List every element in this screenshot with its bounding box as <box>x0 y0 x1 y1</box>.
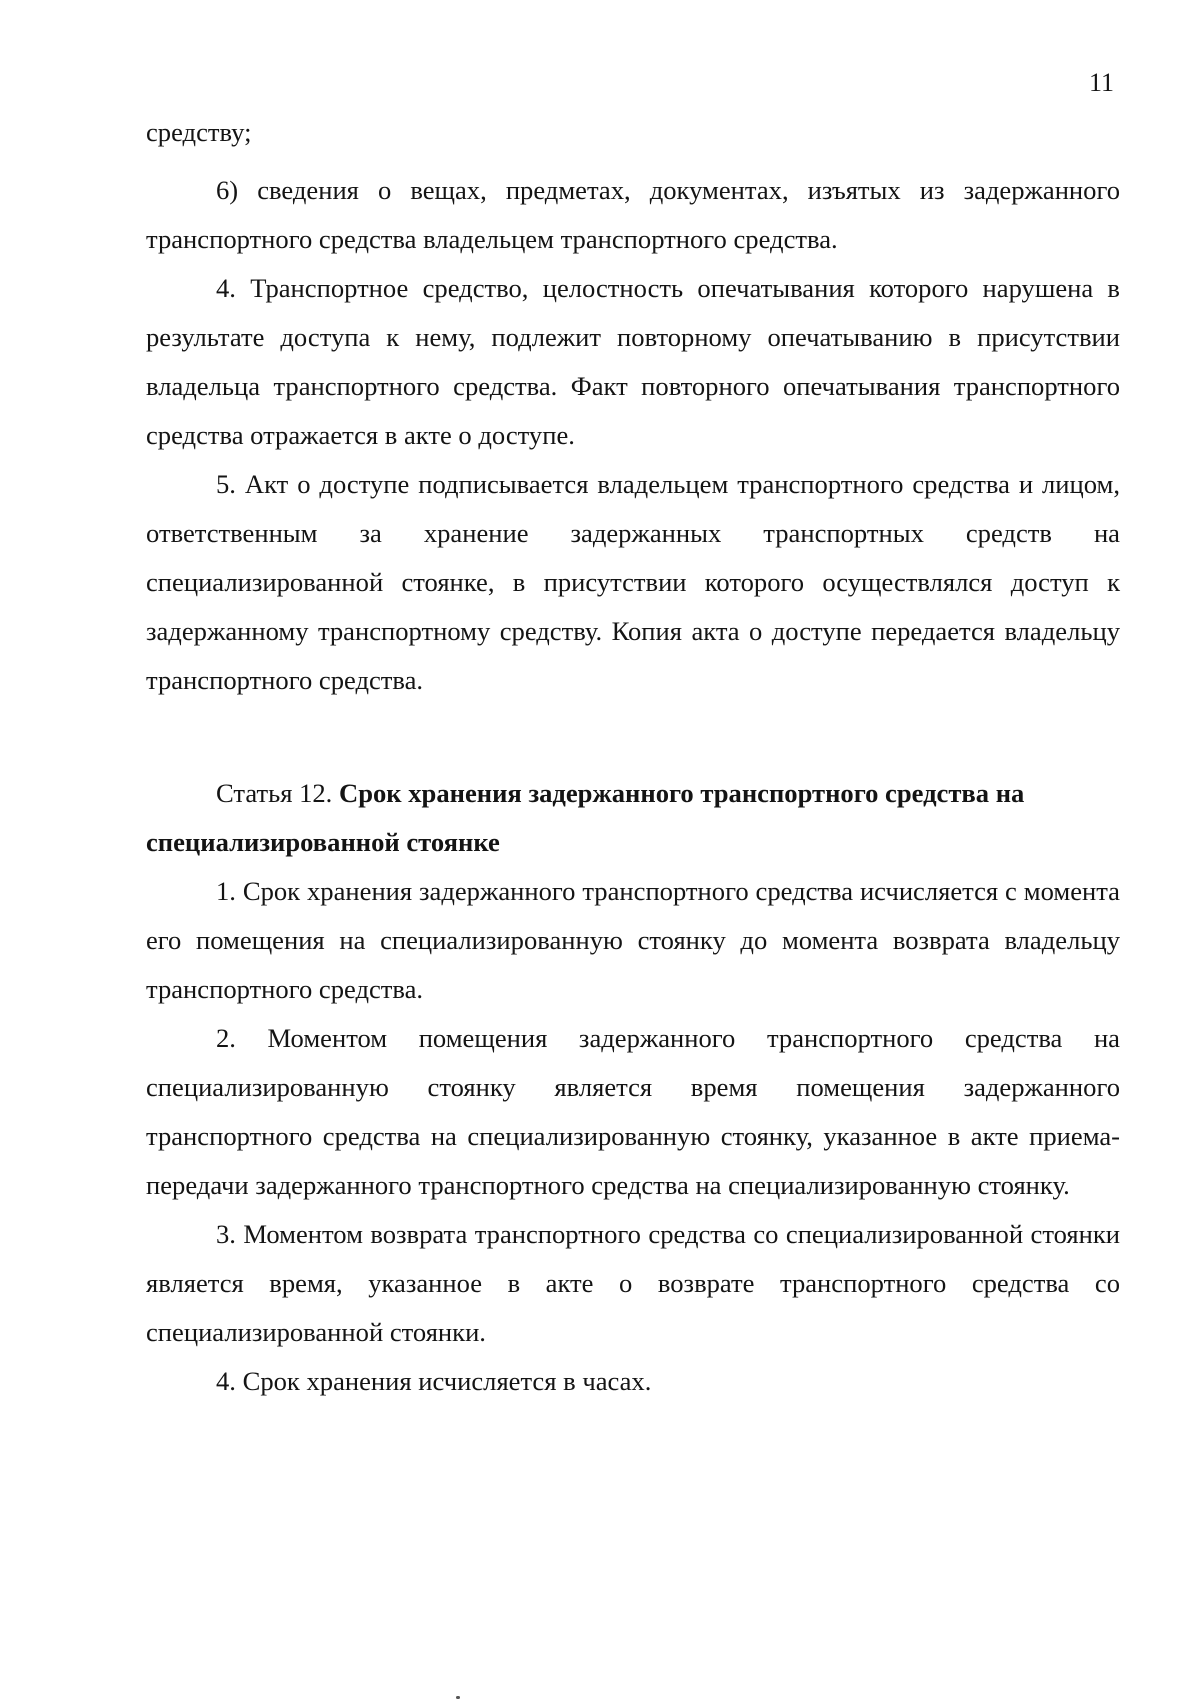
paragraph-continuation: средству; <box>146 117 252 147</box>
document-body <box>146 108 1120 1406</box>
article-item-3: 3. Моментом возврата транспортного средства со специализированной стоянки является время, указанное в акте о возврате транспортного средства со специализированной стоянки. <box>146 1219 1120 1347</box>
article-item-4: 4. Срок хранения исчисляется в часах. <box>216 1366 652 1396</box>
article-item-2: 2. Моментом помещения задержанного транспортного средства на специализированную стоянку является время помещения задержанного транспортного средства на специализированную стоянку, указанное в акте приема-передачи задержанного транспортного средства на специализированную стоянку. <box>146 1023 1120 1200</box>
article-label: Статья 12. <box>216 778 333 808</box>
page-number: 11 <box>1088 68 1114 97</box>
paragraph-item-5: 5. Акт о доступе подписывается владельцем транспортного средства и лицом, ответственным за хранение задержанных транспортных средств на специализированной стоянке, в присутствии которого осуществлялся доступ к задержанному транспортному средству. Копия акта о доступе передается владельцу транспортного средства. <box>146 469 1120 695</box>
article-title: Срок хранения задержанного транспортного средства на специализированной стоянке <box>146 778 1025 857</box>
article-item-1: 1. Срок хранения задержанного транспортного средства исчисляется с момента его помещения на специализированную стоянку до момента возврата владельцу транспортного средства. <box>146 876 1120 1004</box>
paragraph-item-4: 4. Транспортное средство, целостность опечатывания которого нарушена в результате доступа к нему, подлежит повторному опечатыванию в присутствии владельца транспортного средства. Факт повторного опечатывания транспортного средства отражается в акте о доступе. <box>146 273 1120 450</box>
paragraph-item-6: 6) сведения о вещах, предметах, документах, изъятых из задержанного транспортного средства владельцем транспортного средства. <box>146 175 1120 254</box>
scan-speck <box>456 1696 460 1699</box>
article-heading <box>146 769 1120 867</box>
